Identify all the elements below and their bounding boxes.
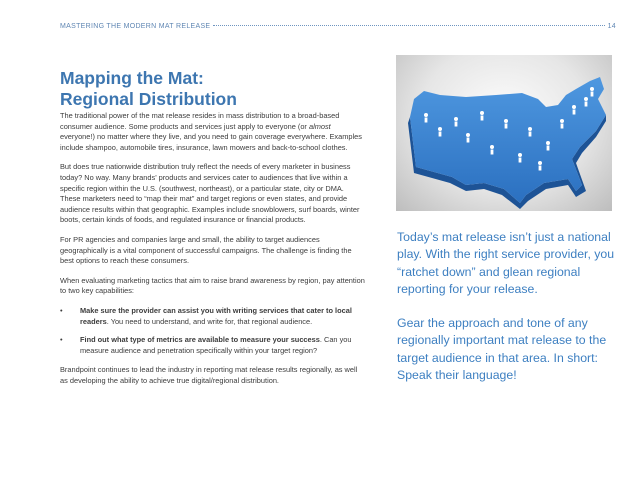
list-item [60, 306, 365, 327]
pull-quote [397, 229, 617, 401]
section-title [60, 68, 320, 110]
bullet-mark: • [60, 335, 63, 345]
section-title-line-2: Regional Distribution [60, 89, 237, 109]
paragraph-nationwide: But does true nationwide distribution truly reflect the needs of every marketer in business today? No way. Many brands’ products and services cater to audiences that live within a specific region within the U.S. (southwest, northeast), or a particular state, city or DMA. These marketers need to “map their mat” and target regions or even states, and provide audience results within that geographic. Examples include snowblowers, surf boards, winter boots, certain kinds of foods, and regulated insurance or financial products. [60, 162, 360, 225]
running-header-title: MASTERING THE MODERN MAT RELEASE [60, 23, 211, 30]
person-icon [424, 113, 428, 123]
person-icon [466, 133, 470, 143]
dot-leader [213, 25, 604, 26]
bullet-mark: • [60, 305, 63, 315]
bold-text: Find out what type of metrics are available to measure your success [80, 335, 320, 345]
map-landmass [410, 77, 606, 203]
text-run: . Can you measure audience and penetration specifically within your target region? [80, 335, 352, 355]
person-icon [504, 119, 508, 129]
text-run: The traditional power of the mat release resides in mass distribution to a broad-based consumer audience. Some products and services just apply to everyone (or [60, 111, 340, 131]
body-text [60, 111, 365, 395]
person-icon [454, 117, 458, 127]
text-run: . You need to understand, and write for, that regional audience. [106, 316, 313, 326]
paragraph-agencies: For PR agencies and companies large and small, the ability to target audiences geographically is a vital component of successful campaigns. The challenge is finding the best options to reach these consumers. [60, 234, 352, 266]
section-title-line-1: Mapping the Mat: [60, 68, 204, 88]
bold-text: Make sure the provider can assist you with writing services that cater to local readers [80, 305, 352, 326]
text-run: everyone!) no matter where they live, and you need to gain coverage everywhere. Examples include shampoo, automobile tires, insurance, lawn mowers and back-to-school clothes. [60, 132, 362, 152]
person-icon [490, 145, 494, 155]
us-map-illustration [396, 55, 612, 211]
page-number: 14 [607, 23, 616, 30]
capabilities-list [60, 306, 365, 356]
pull-quote-paragraph-1: Today’s mat release isn’t just a national play. With the right service provider, you “ratchet down” and glean regional reporting for your release. [397, 230, 615, 296]
person-icon [480, 111, 484, 121]
paragraph-brandpoint: Brandpoint continues to lead the industry in reporting mat release results regionally, as well as developing the ability to achieve true digital/regional distribution. [60, 365, 358, 385]
paragraph-intro [60, 111, 365, 153]
running-header [60, 23, 616, 35]
emphasis-text: almost [308, 121, 331, 131]
person-icon [438, 127, 442, 137]
pull-quote-paragraph-2: Gear the approach and tone of any regionally important mat release to the target audience in that area. In short: Speak their language! [397, 316, 607, 383]
list-item [60, 335, 365, 356]
us-map-svg [396, 55, 612, 211]
paragraph-evaluating: When evaluating marketing tactics that aim to raise brand awareness by region, pay attention to two key capabilities: [60, 275, 365, 296]
